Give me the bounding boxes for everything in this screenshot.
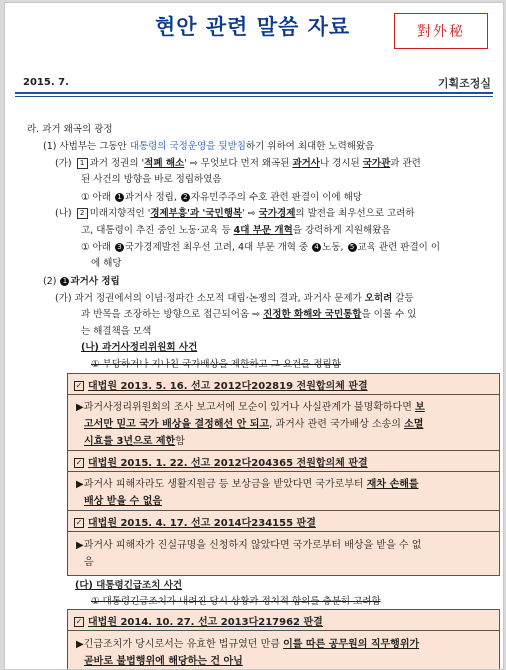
case-heading (74, 613, 323, 628)
text: , 과거사 관련 국가배상 소송의 (269, 419, 405, 430)
case-title: 대법원 2014. 10. 27. 선고 2013다217962 판결 (88, 617, 323, 628)
case-line (76, 475, 419, 490)
divider (68, 531, 499, 532)
section-heading: 라. 과거 왜곡의 광정 (27, 124, 113, 135)
text: 나 경시된 (319, 158, 363, 169)
divider (68, 450, 499, 451)
text: 갈등 (392, 293, 414, 304)
checkbox-icon: ✓ (75, 617, 83, 626)
document-title: 현안 관련 말씀 자료 (155, 15, 351, 39)
para-2-na-heading: (나) 과거사정리위원회 사건 (81, 342, 198, 353)
case-box-2 (67, 609, 500, 670)
number-box: 1 (77, 158, 88, 169)
text-underline: 고서만 믿고 국가 배상을 결정해선 안 되고 (84, 419, 270, 430)
case-line: 음 (84, 557, 94, 568)
text: 교육 관련 판결이 이 (357, 242, 441, 253)
text: ① 아래 (81, 242, 114, 253)
text: (2) (43, 276, 60, 287)
text: ① 아래 (81, 192, 114, 203)
text-bold: 오히려 (364, 293, 393, 304)
para-2-ga-line2 (81, 308, 416, 323)
text: ▶긴급조치가 당시로서는 유효한 법규였던 만큼 (76, 639, 284, 650)
para-2-ga-line3: 는 해결책을 모색 (81, 326, 152, 337)
case-line (84, 492, 162, 507)
case-heading (74, 514, 316, 529)
text-underline: 진정한 화해와 국민통합 (263, 309, 362, 320)
text: 과거 정권의 ' (89, 158, 145, 169)
text: 하기 위하여 최대한 노력해왔음 (245, 141, 375, 152)
text: 미래지향적인 ' (89, 208, 151, 219)
case-line (76, 635, 419, 650)
case-title: 대법원 2015. 4. 17. 선고 2014다234155 판결 (88, 518, 316, 529)
circled-number-icon: 1 (115, 193, 124, 202)
case-title: 대법원 2013. 5. 16. 선고 2012다202819 전원합의체 판결 (88, 381, 368, 392)
para-2-ga-line1 (55, 292, 414, 307)
text-bold: 과거사 정립 (70, 276, 120, 287)
header-rule-thin (15, 96, 493, 97)
document-page (4, 2, 504, 670)
text-underline: 국가경제 (258, 208, 296, 219)
text: 자유민주주의 수호 관련 판결이 이에 해당 (190, 192, 362, 203)
para-1-ga-line1 (55, 157, 421, 172)
text: 과 관련 (390, 158, 421, 169)
divider (68, 630, 499, 631)
para-1-na-line1 (55, 207, 415, 222)
circled-number-icon: 5 (348, 243, 357, 252)
para-1-ga-line2: 된 사건의 방향을 바로 정립하였음 (81, 174, 222, 185)
text-underline: (다) 대통령긴급조치 사건 (75, 580, 183, 591)
text: 노동, (322, 242, 347, 253)
text: 과 반목을 조장하는 방향으로 접근되어옴 ⇨ (81, 309, 264, 320)
text-underline: 4대 부문 개혁 (233, 225, 293, 236)
case-line: ▶과거사 피해자가 진실규명을 신청하지 않았다면 국가로부터 배상을 받을 수 없 (76, 540, 422, 551)
para-1-na-line3 (81, 241, 440, 256)
text-underline: 보 (415, 402, 425, 413)
text: 함 (175, 436, 185, 447)
text: ▶과거사정리위원회의 조사 보고서에 모순이 있거나 사실관계가 불명확하다면 (76, 402, 416, 413)
circled-number-icon: 4 (312, 243, 321, 252)
text-highlight: 대통령의 국정운영을 뒷받침 (129, 141, 246, 152)
divider (68, 394, 499, 395)
text: 고, 대통령이 추진 중인 노동·교육 등 (81, 225, 234, 236)
case-line (84, 415, 423, 430)
para-2-na-line: ① 부당하거나 지나친 국가배상을 제한하고 그 요건을 정립함 (91, 359, 341, 370)
text-underline: 경제부흥'과 '국민행복 (150, 208, 243, 219)
text: 을 이룰 수 있 (361, 309, 417, 320)
case-line (76, 398, 425, 413)
text: (나) (55, 208, 75, 219)
divider (68, 471, 499, 472)
text: (가) (55, 158, 75, 169)
divider (68, 510, 499, 511)
text-underline: 과거사 (292, 158, 320, 169)
text: 을 강력하게 지원해왔음 (292, 225, 391, 236)
text-underline: 배상 받을 수 없음 (84, 496, 163, 507)
para-1-ga-line3 (81, 191, 362, 206)
header-rule (15, 92, 493, 94)
text: 의 발전을 최우선으로 고려하 (295, 208, 415, 219)
text: ' ⇨ (242, 208, 259, 219)
text-underline: 적폐 해소 (144, 158, 185, 169)
case-line (84, 432, 185, 447)
checkbox-icon: ✓ (75, 458, 83, 467)
case-heading (74, 454, 368, 469)
circled-number-icon: 2 (181, 193, 190, 202)
text-underline: 이를 따른 공무원의 직무행위가 (283, 639, 420, 650)
checkbox-icon: ✓ (75, 518, 83, 527)
para-2-da-line: ① 대통령긴급조치가 내려진 당시 상황과 정치적 함의를 충분히 고려함 (91, 596, 381, 607)
text: ▶과거사 피해자라도 생활지원금 등 보상금을 받았다면 국가로부터 (76, 479, 367, 490)
case-box-1 (67, 373, 500, 576)
para-1 (43, 140, 374, 155)
case-title: 대법원 2015. 1. 22. 선고 2012다204365 전원합의체 판결 (88, 458, 368, 469)
text: 국가경제발전 최우선 고려, 4대 부문 개혁 중 (124, 242, 312, 253)
text-underline: 시효를 3년으로 제한 (84, 436, 176, 447)
confidential-stamp: 對外秘 (394, 13, 488, 49)
document-date: 2015. 7. (23, 77, 69, 88)
para-1-na-line4: 에 해당 (91, 258, 122, 269)
case-line: 곧바로 불법행위에 해당하는 건 아님 (84, 656, 243, 667)
para-1-na-line2 (81, 224, 391, 239)
text-underline: 재차 손해를 (366, 479, 419, 490)
number-box: 2 (77, 208, 88, 219)
text-underline: 국가관 (362, 158, 391, 169)
para-2 (43, 275, 120, 290)
text: (가) 과거 정권에서의 이념·정파간 소모적 대립·논쟁의 결과, 과거사 문제가 (55, 293, 365, 304)
checkbox-icon: ✓ (75, 381, 83, 390)
department-name: 기획조정실 (437, 77, 491, 90)
text-underline: 소멸 (404, 419, 424, 430)
text: (1) 사법부는 그동안 (43, 141, 130, 152)
text: ' ⇨ 무엇보다 먼저 왜곡된 (184, 158, 293, 169)
circled-number-icon: 3 (115, 243, 124, 252)
circled-number-icon: 1 (60, 277, 69, 286)
text: 과거사 정립, (124, 192, 180, 203)
para-2-da-heading (75, 577, 182, 591)
case-heading (74, 377, 368, 392)
